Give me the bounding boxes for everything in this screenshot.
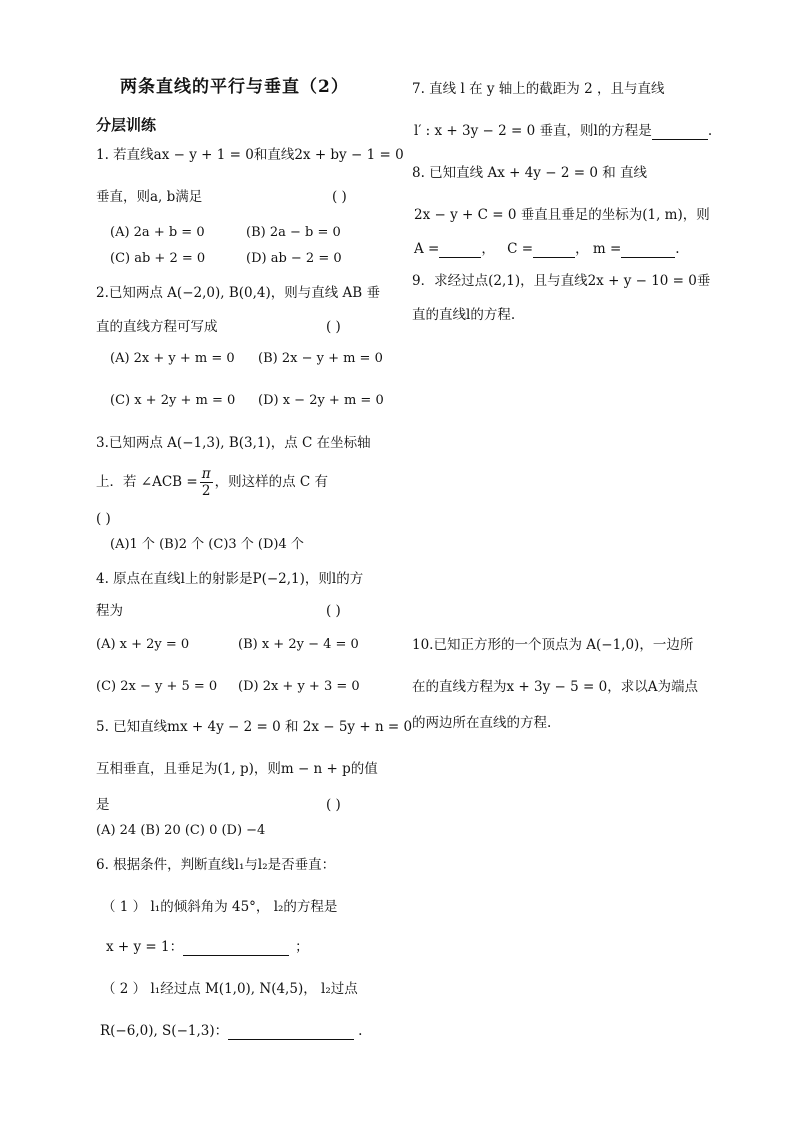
q8-a-label: A = xyxy=(414,241,440,257)
q3-stem2-pre: 上．若 ∠ACB = xyxy=(96,474,198,490)
q8-sep-1: ， xyxy=(481,241,495,257)
q4-option-d: (D) 2x + y + 3 = 0 xyxy=(238,679,360,694)
q1-stem2: 垂直，则a, b满足 xyxy=(96,189,203,205)
q4-stem2: 程为 xyxy=(96,603,123,619)
q6-part1-answer-blank[interactable] xyxy=(183,941,289,956)
q9-stem: 9．求经过点(2,1)，且与直线2x + y − 10 = 0垂 xyxy=(412,273,711,289)
q1-stem: 1. 若直线ax − y + 1 = 0和直线2x + by − 1 = 0 xyxy=(96,147,404,163)
q6-part2-points: R(−6,0), S(−1,3)： xyxy=(100,1023,229,1039)
q10-stem3: 的两边所在直线的方程. xyxy=(412,715,552,731)
q7-stem2: l′ : x + 3y − 2 = 0 垂直，则l的方程是 xyxy=(414,123,652,139)
q6-part1-equation: x + y = 1： xyxy=(106,939,184,955)
q2-option-b: (B) 2x − y + m = 0 xyxy=(258,351,383,366)
q2-answer-paren: ( ) xyxy=(326,319,341,335)
q5-stem: 5. 已知直线mx + 4y − 2 = 0 和 2x − 5y + n = 0 xyxy=(96,719,413,735)
q3-stem: 3.已知两点 A(−1,3), B(3,1)，点 C 在坐标轴 xyxy=(96,435,371,451)
q4-stem: 4. 原点在直线l上的射影是P(−2,1)，则l的方 xyxy=(96,571,364,587)
q3-stem2 xyxy=(96,466,328,499)
q2-option-a: (A) 2x + y + m = 0 xyxy=(110,351,235,366)
q8-c-blank[interactable] xyxy=(533,243,575,258)
q5-options: (A) 24 (B) 20 (C) 0 (D) −4 xyxy=(96,823,266,838)
q8-m-label: m = xyxy=(592,241,622,257)
q9-stem2: 直的直线l的方程. xyxy=(412,307,516,323)
q7-end: . xyxy=(707,123,713,139)
q5-stem3: 是 xyxy=(96,797,110,813)
q6-part1-line1: （ 1 ） l₁的倾斜角为 45°， l₂的方程是 xyxy=(102,899,338,915)
q1-answer-paren: ( ) xyxy=(332,189,347,205)
q3-answer-paren: ( ) xyxy=(96,511,111,527)
q6-part1-end: ； xyxy=(295,939,309,955)
q4-answer-paren: ( ) xyxy=(326,603,341,619)
section-heading: 分层训练 xyxy=(96,116,157,134)
q1-option-a: (A) 2a + b = 0 xyxy=(110,225,205,240)
q6-part2-answer-blank[interactable] xyxy=(228,1025,354,1040)
q3-stem2-post: ，则这样的点 C 有 xyxy=(214,474,329,490)
q7-answer-blank[interactable] xyxy=(652,125,708,140)
q6-part2-line1: （ 2 ） l₁经过点 M(1,0), N(4,5)， l₂过点 xyxy=(102,981,358,997)
q8-c-label: C = xyxy=(507,241,534,257)
q2-option-c: (C) x + 2y + m = 0 xyxy=(110,393,236,408)
q7-stem2-line xyxy=(414,122,712,140)
q7-stem: 7. 直线 l 在 y 轴上的截距为 2 ，且与直线 xyxy=(412,81,665,97)
q8-stem2: 2x − y + C = 0 垂直且垂足的坐标为(1, m)，则 xyxy=(414,207,710,223)
q1-option-d: (D) ab − 2 = 0 xyxy=(246,251,342,266)
q3-fraction-denominator: 2 xyxy=(201,483,211,499)
q5-stem2: 互相垂直，且垂足为(1, p)，则m − n + p的值 xyxy=(96,761,378,777)
page-title: 两条直线的平行与垂直（2） xyxy=(120,77,349,97)
q4-option-a: (A) x + 2y = 0 xyxy=(96,637,190,652)
q6-stem: 6. 根据条件，判断直线l₁与l₂是否垂直： xyxy=(96,857,336,873)
q2-stem2: 直的直线方程可写成 xyxy=(96,319,218,335)
q8-m-blank[interactable] xyxy=(621,243,675,258)
q5-answer-paren: ( ) xyxy=(326,797,341,813)
q4-option-c: (C) 2x − y + 5 = 0 xyxy=(96,679,218,694)
q10-stem2: 在的直线方程为x + 3y − 5 = 0，求以A为端点 xyxy=(412,679,698,695)
q8-a-blank[interactable] xyxy=(439,243,481,258)
q3-options: (A)1 个 (B)2 个 (C)3 个 (D)4 个 xyxy=(110,537,304,552)
q6-part2-line2 xyxy=(100,1022,362,1040)
q3-fraction xyxy=(200,466,213,499)
q8-sep-2: ， xyxy=(575,241,589,257)
q2-option-d: (D) x − 2y + m = 0 xyxy=(258,393,384,408)
q2-stem: 2.已知两点 A(−2,0), B(0,4)，则与直线 AB 垂 xyxy=(96,285,380,301)
q8-end: . xyxy=(675,241,680,257)
q4-option-b: (B) x + 2y − 4 = 0 xyxy=(238,637,359,652)
q1-option-b: (B) 2a − b = 0 xyxy=(246,225,341,240)
q10-stem: 10.已知正方形的一个顶点为 A(−1,0)，一边所 xyxy=(412,637,694,653)
q8-stem: 8. 已知直线 Ax + 4y − 2 = 0 和 直线 xyxy=(412,165,647,181)
q8-answers-line xyxy=(414,240,680,258)
q6-part2-end: . xyxy=(358,1023,363,1039)
q6-part1-line2 xyxy=(106,938,309,956)
q1-option-c: (C) ab + 2 = 0 xyxy=(110,251,206,266)
q3-fraction-numerator: π xyxy=(201,466,211,482)
